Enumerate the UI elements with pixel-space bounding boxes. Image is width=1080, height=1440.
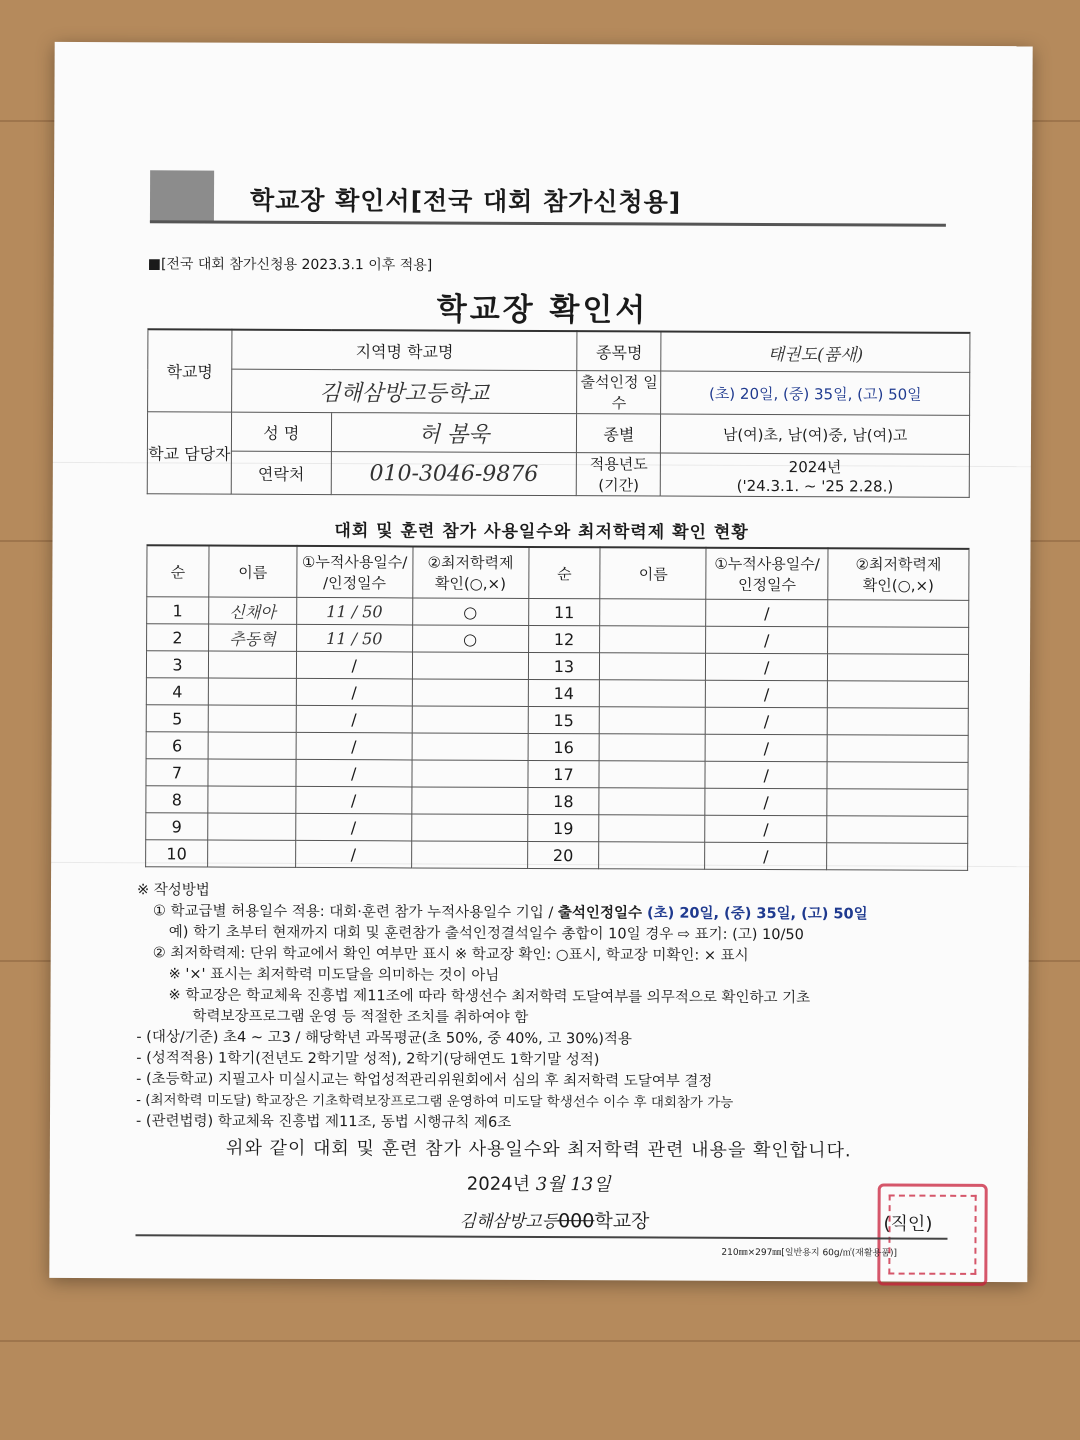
- row-no-2: 20: [527, 841, 599, 868]
- confirm-statement: 위와 같이 대회 및 훈련 참가 사용일수와 최저학력 관련 내용을 확인합니다.: [226, 1137, 852, 1162]
- col-days-2: [706, 548, 828, 600]
- wood-plank-seam: [0, 1340, 1080, 1342]
- row-days-2: /: [706, 626, 828, 654]
- row-no: 8: [146, 786, 208, 813]
- row-no-2: 16: [528, 733, 600, 760]
- paper-spec: 210㎜×297㎜[일반용지 60g/㎡(재활용품)]: [721, 1247, 898, 1259]
- row-name-2: [599, 788, 705, 815]
- col-days-line2: /인정일수: [323, 574, 387, 593]
- col-check-2-line1: ②최저학력제: [855, 555, 942, 574]
- row-check-2: [827, 735, 968, 763]
- col-days-2-line1: ①누적사용일수/: [714, 554, 820, 574]
- period-value: ('24.3.1. ~ '25 2.28.): [736, 476, 894, 496]
- instruction-line-11: - (관련법령) 학교체육 진흥법 제11조, 동법 시행규칙 제6조: [135, 1113, 512, 1131]
- row-check: [411, 841, 527, 869]
- sport-value: 태권도(품새): [661, 332, 970, 373]
- row-check: [411, 787, 527, 815]
- row-check: ○: [412, 625, 528, 653]
- row-name: [208, 840, 296, 867]
- row-days: 11 / 50: [296, 624, 412, 652]
- row-days: /: [296, 678, 412, 706]
- row-name-2: [600, 626, 706, 653]
- document-title: 학교장 확인서: [436, 291, 649, 329]
- row-check-2: [827, 681, 968, 709]
- col-days-2-line2: 인정일수: [737, 575, 797, 595]
- row-no-2: 14: [528, 679, 600, 706]
- row-name-2: [599, 842, 705, 869]
- row-no: 1: [147, 597, 209, 624]
- instruction-line-3: ② 최저학력제: 단위 학교에서 확인 여부만 표시 ※ 학교장 확인: ○표시, 학교장 미확인: × 표시: [152, 945, 749, 964]
- instruction-1b: 출석인정일수: [557, 905, 643, 922]
- info-table: [147, 328, 971, 498]
- bottom-rule: [135, 1234, 947, 1240]
- document-paper: [49, 42, 1032, 1282]
- date-day: 13일: [570, 1174, 611, 1196]
- school-value: 김해삼방고등학교: [231, 369, 577, 414]
- table-row: [146, 705, 968, 736]
- row-days-2: /: [705, 761, 827, 789]
- manager-label: 학교 담당자: [147, 412, 231, 494]
- instruction-1a: ① 학교급별 허용일수 적용: 대회·훈련 참가 누적사용일수 기입 /: [152, 903, 558, 922]
- row-days: /: [296, 705, 412, 733]
- table-row: [146, 732, 968, 763]
- records-header-row: [147, 545, 969, 600]
- row-no: 3: [146, 651, 208, 678]
- instruction-line-5: ※ 학교장은 학교체육 진흥법 제11조에 따라 학생선수 최저학력 도달여부를 의무적으로 확인하고 기초: [168, 987, 811, 1007]
- col-check: [412, 546, 528, 598]
- row-name-2: [600, 680, 706, 707]
- row-days: /: [296, 759, 412, 787]
- table-row: [147, 624, 969, 655]
- row-no: 2: [147, 624, 209, 651]
- instruction-line-4: ※ '×' 표시는 최저학력 미도달을 의미하는 것이 아님: [168, 966, 500, 984]
- col-check-line1: ②최저학력제: [427, 553, 514, 572]
- instruction-line-2: 예) 학기 초부터 현재까지 대회 및 훈련참가 출석인정결석일수 총합이 10일 경우 ⇨ 표기: (고) 10/50: [168, 924, 804, 944]
- attendance-label: 출석인정 일수: [577, 371, 661, 414]
- row-name: [208, 705, 296, 732]
- row-no: 5: [146, 705, 208, 732]
- instruction-line-9: - (초등학교) 지필고사 미실시교는 학업성적관리위원회에서 심의 후 최저학력 도달여부 결정: [136, 1071, 713, 1090]
- sport-label: 종목명: [577, 331, 661, 371]
- row-days-2: /: [706, 653, 828, 681]
- row-name: [208, 813, 296, 840]
- table-row: [147, 597, 969, 628]
- row-check: [412, 679, 528, 707]
- row-name: [208, 732, 296, 759]
- row-name: [208, 651, 296, 678]
- col-check-2: [828, 548, 969, 600]
- row-check: [412, 733, 528, 761]
- principal-line: [460, 1206, 650, 1234]
- name-value: 허 봄욱: [331, 413, 577, 453]
- row-no: 6: [146, 732, 208, 759]
- row-check: [411, 814, 527, 842]
- principal-title: 학교장: [594, 1210, 650, 1233]
- year-value: 2024년: [788, 457, 842, 476]
- row-name: [208, 759, 296, 786]
- date-month: 3월: [535, 1173, 565, 1196]
- row-days-2: /: [705, 707, 827, 735]
- row-check: [412, 760, 528, 788]
- contact-label: 연락처: [231, 451, 331, 494]
- row-days: /: [296, 813, 412, 841]
- row-check-2: [827, 843, 968, 871]
- row-check-2: [828, 654, 969, 682]
- col-days: [297, 546, 413, 598]
- instruction-1c: (초) 20일, (중) 35일, (고) 50일: [641, 905, 868, 923]
- row-name-2: [599, 761, 705, 788]
- col-no: 순: [147, 545, 209, 597]
- row-no: 7: [146, 759, 208, 786]
- row-days: 11 / 50: [296, 597, 412, 625]
- row-name-2: [599, 815, 705, 842]
- date-year: 2024년: [466, 1173, 531, 1195]
- row-check-2: [827, 816, 968, 844]
- records-title: 대회 및 훈련 참가 사용일수와 최저학력제 확인 현황: [334, 521, 749, 543]
- row-days-2: /: [705, 788, 827, 816]
- row-name-2: [600, 707, 706, 734]
- row-no-2: 17: [527, 760, 599, 787]
- records-table: [145, 544, 969, 871]
- row-check-2: [827, 762, 968, 790]
- row-name-2: [600, 599, 706, 626]
- year-label: 적용년도 (기간): [577, 453, 661, 496]
- name-label: 성 명: [231, 412, 331, 451]
- row-name-2: [599, 734, 705, 761]
- col-check-line2: 확인(○,×): [434, 574, 507, 593]
- row-check: [412, 652, 528, 680]
- school-label: 학교명: [148, 329, 232, 412]
- attendance-value: (초) 20일, (중) 35일, (고) 50일: [661, 371, 970, 415]
- instruction-line-7: - (대상/기준) 초4 ~ 고3 / 해당학년 과목평균(초 50%, 중 40%, 고 30%)적용: [136, 1029, 632, 1048]
- principal-struck: 000: [558, 1210, 595, 1233]
- row-name-2: [600, 653, 706, 680]
- row-no-2: 12: [528, 625, 600, 652]
- row-days-2: /: [705, 842, 827, 870]
- row-no: 9: [146, 813, 208, 840]
- row-days-2: /: [705, 734, 827, 762]
- row-no: 10: [146, 840, 208, 867]
- col-no-2: 순: [528, 547, 600, 599]
- row-days: /: [296, 732, 412, 760]
- row-days-2: /: [706, 680, 828, 708]
- table-row: [146, 786, 968, 817]
- row-days: /: [296, 786, 412, 814]
- row-no-2: 13: [528, 652, 600, 679]
- year-cell: [661, 453, 970, 497]
- row-no-2: 19: [527, 814, 599, 841]
- header-gray-block: [150, 170, 214, 222]
- row-check: ○: [412, 598, 528, 626]
- instructions-heading: ※ 작성방법: [136, 882, 210, 899]
- instructions: [136, 880, 977, 1136]
- row-name: [208, 786, 296, 813]
- header-title: 학교장 확인서[전국 대회 참가신청용]: [249, 185, 682, 217]
- row-days: /: [296, 651, 412, 679]
- table-row: [146, 759, 968, 790]
- row-no-2: 15: [528, 706, 600, 733]
- table-row: [146, 840, 968, 871]
- gender-value: 남(여)초, 남(여)중, 남(여)고: [661, 414, 970, 454]
- table-row: [146, 678, 968, 709]
- gender-label: 종별: [577, 414, 661, 453]
- instruction-line-8: - (성적적용) 1학기(전년도 2학기말 성적), 2학기(당해연도 1학기말 성적): [136, 1050, 600, 1069]
- row-days-2: /: [706, 599, 828, 627]
- row-days: /: [295, 840, 411, 868]
- header-rule: [150, 220, 946, 226]
- row-check-2: [827, 708, 968, 736]
- row-days-2: /: [705, 815, 827, 843]
- row-no-2: 18: [527, 787, 599, 814]
- row-check-2: [827, 789, 968, 817]
- col-name: 이름: [209, 546, 297, 598]
- seal-label: (직인): [883, 1213, 933, 1235]
- region-school-label: 지역명 학교명: [232, 330, 578, 371]
- col-days-line1: ①누적사용일수/: [301, 552, 408, 572]
- row-name: [208, 678, 296, 705]
- row-name: 신채아: [209, 597, 297, 624]
- principal-school-hand: 김해삼방고등: [459, 1211, 559, 1233]
- row-check-2: [828, 600, 969, 628]
- contact-value: 010-3046-9876: [331, 452, 577, 496]
- row-check-2: [828, 627, 969, 655]
- table-row: [146, 813, 968, 844]
- table-row: [146, 651, 968, 682]
- row-check: [412, 706, 528, 734]
- instruction-line-6: 학력보장프로그램 운영 등 적절한 조치를 취하여야 함: [192, 1008, 529, 1026]
- row-no: 4: [146, 678, 208, 705]
- form-note: ■[전국 대회 참가신청용 2023.3.1 이후 적용]: [147, 256, 433, 274]
- row-no-2: 11: [528, 598, 600, 625]
- instruction-line-10: - (최저학력 미도달) 학교장은 기초학력보장프로그램 운영하여 미도달 학생선수 이수 후 대회참가 가능: [136, 1092, 734, 1111]
- col-name-2: 이름: [600, 547, 706, 599]
- row-name: 추동혁: [208, 624, 296, 651]
- col-check-2-line2: 확인(○,×): [862, 576, 934, 595]
